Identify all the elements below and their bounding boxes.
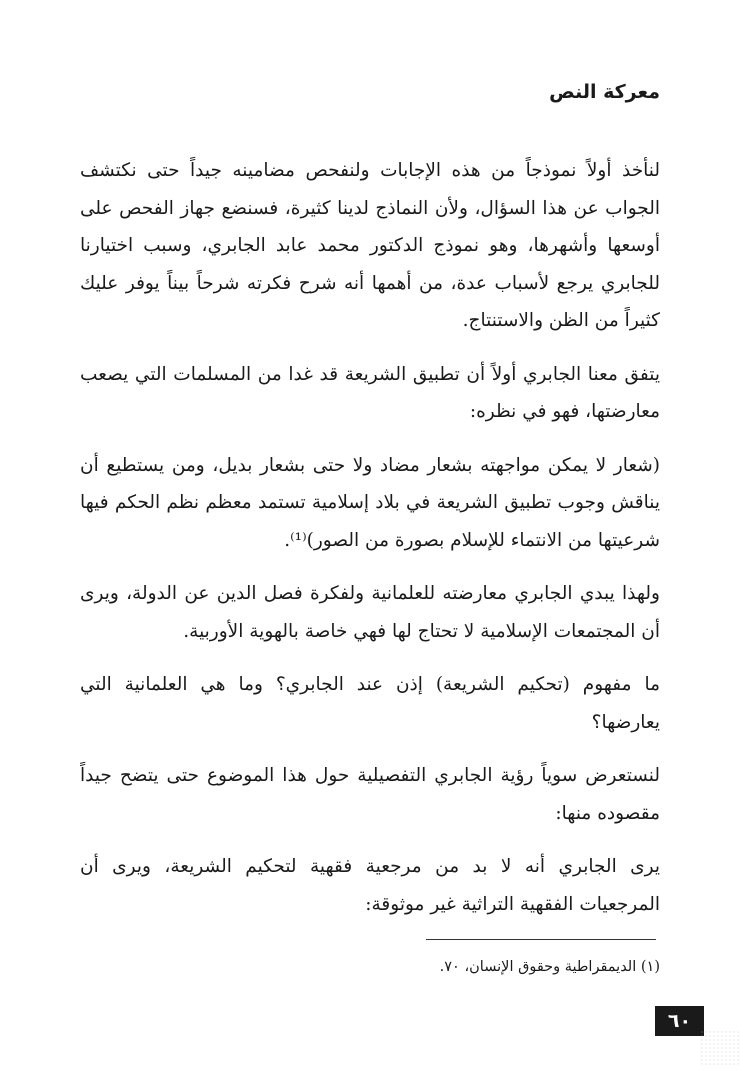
scan-noise	[700, 1030, 740, 1066]
paragraph-1: لنأخذ أولاً نموذجاً من هذه الإجابات ولنفحص مضامينه جيداً حتى نكتشف الجواب عن هذا السؤال، ولأن النماذج لدينا كثيرة، فسنضع جهاز الفحص على أوسعها وأشهرها، وهو نموذج الدكتور محمد عابد الجابري، وسبب اختيارنا للجابري يرجع لأسباب عدة، من أهمها أنه شرح فكرته شرحاً بيناً يوفر عليك كثيراً من الظن والاستنتاج.	[80, 160, 660, 331]
body-text	[80, 152, 660, 939]
paragraph-6: لنستعرض سوياً رؤية الجابري التفصيلية حول هذا الموضوع حتى يتضح جيداً مقصوده منها:	[80, 765, 660, 824]
paragraph-7: يرى الجابري أنه لا بد من مرجعية فقهية لتحكيم الشريعة، ويرى أن المرجعيات الفقهية التراثية غير موثوقة:	[80, 856, 660, 915]
paragraph-2: يتفق معنا الجابري أولاً أن تطبيق الشريعة قد غدا من المسلمات التي يصعب معارضتها، فهو في نظره:	[80, 363, 660, 422]
paragraph-3-quote: (شعار لا يمكن مواجهته بشعار مضاد ولا حتى بشعار بديل، ومن يستطيع أن يناقش وجوب تطبيق الشريعة في بلاد إسلامية تستمد معظم نظم الحكم فيها شرعيتها من الانتماء للإسلام بصورة من الصور)⁽¹⁾.	[80, 454, 660, 551]
page-number: ٦٠	[655, 1006, 704, 1036]
paragraph-4: ولهذا يبدي الجابري معارضته للعلمانية ولفكرة فصل الدين عن الدولة، ويرى أن المجتمعات الإسلامية لا تحتاج لها فهي خاصة بالهوية الأوربية.	[80, 583, 660, 642]
footnote-divider	[426, 939, 656, 940]
paragraph-5: ما مفهوم (تحكيم الشريعة) إذن عند الجابري؟ وما هي العلمانية التي يعارضها؟	[80, 674, 660, 733]
running-head: معركة النص	[549, 81, 660, 103]
footnote: (١) الديمقراطية وحقوق الإنسان، ٧٠.	[439, 959, 660, 975]
